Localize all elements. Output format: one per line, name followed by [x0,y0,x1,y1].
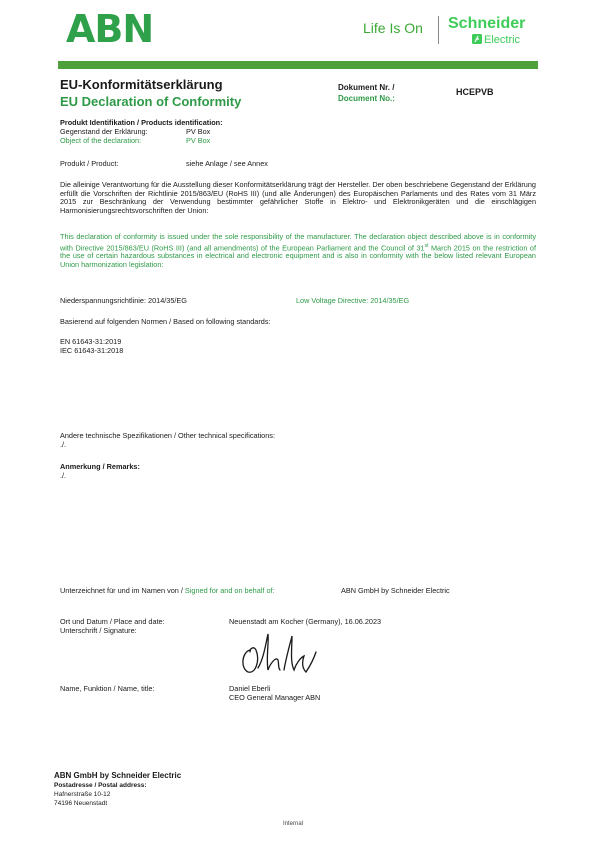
subject-value-de: PV Box [186,127,211,136]
place-date-label: Ort und Datum / Place and date: [60,617,165,626]
document-number: HCEPVB [456,87,494,97]
footer-street: Hafnerstraße 10-12 [54,791,111,798]
name-function-label: Name, Funktion / Name, title: [60,684,155,693]
place-date-value: Neuenstadt am Kocher (Germany), 16.06.2023 [229,617,382,626]
subject-label-de: Gegenstand der Erklärung: [60,127,148,136]
schneider-electric-mark-icon [472,34,482,44]
remarks-heading: Anmerkung / Remarks: [60,462,140,471]
other-specs-value: ./. [60,440,67,449]
subject-label-en: Object of the declaration: [60,136,142,145]
document-label-en: Document No.: [338,94,395,103]
responsibility-text-de: Die alleinige Verantwortung für die Ausstellung dieser Konformitätserklärung trägt der Hersteller. Der oben beschriebene Gegenstand der Erklärung erfüllt die Vorschriften der Richtlinie 2015/863/EU (RoHS III) (und alle Änderungen) des Europäischen Parlaments und des Rates vom 31 März 2015 zur Beschränkung der Verwendung bestimmter gefährlicher Stoffe in Elektro- und Elektronikgeräten und die einschlägigen Harmonisierungsrechtsvorschriften der Union: [60,180,536,215]
footer-city: 74196 Neuenstadt [54,800,108,807]
document-label-de: Dokument Nr. / [338,83,395,92]
responsibility-text-en [60,233,536,269]
signature-label: Unterschrift / Signature: [60,626,137,635]
handwritten-signature [236,628,326,678]
tagline-text: Life Is On [363,20,423,36]
other-specs-heading: Andere technische Spezifikationen / Other technical specifications: [60,431,275,440]
title-de: EU-Konformitätserklärung [60,77,223,92]
standard-item-1: EN 61643-31:2019 [60,337,122,346]
signed-value: ABN GmbH by Schneider Electric [341,586,450,595]
footer-company: ABN GmbH by Schneider Electric [54,771,182,780]
title-en: EU Declaration of Conformity [60,94,242,109]
classification-label: Internal [283,821,304,827]
signed-label-de: Unterzeichnet für und im Namen von / [60,586,183,595]
electric-text: Electric [484,34,521,46]
product-value: siehe Anlage / see Annex [186,159,268,168]
signed-label-en: Signed for and on behalf of: [184,586,275,595]
remarks-value: ./. [60,471,67,480]
electric-logo-word [472,33,520,46]
schneider-logo-word: Schneider [448,15,526,32]
signed-label [60,587,275,596]
subject-value-en: PV Box [186,136,211,145]
product-identification-heading: Produkt Identifikation / Products identification: [60,118,223,127]
responsibility-en-part1: This declaration of conformity is issued under the sole responsibility of the manufacturer. The declaration object described above is in conformity with Directive 2015/863/EU (RoHS III) (and all amendments) of the European Parliament and the Council of 31 [60,232,536,252]
abn-logo: ABN [66,7,154,51]
header-green-bar [58,61,538,69]
signer-title: CEO General Manager ABN [229,693,321,702]
brand-divider [438,16,439,44]
standard-item-2: IEC 61643-31:2018 [60,346,124,355]
directive-en: Low Voltage Directive: 2014/35/EG [296,296,410,305]
directive-de: Niederspannungsrichtlinie: 2014/35/EG [60,296,187,305]
signer-name: Daniel Eberli [229,684,271,693]
life-is-on-tagline [363,20,423,36]
responsibility-en-part2: March 2015 on the restriction of the use of certain hazardous substances in electrical and electronic equipment and is also in conformity with the below listed relevant European Union harmonization legislation: [60,242,536,269]
standards-heading: Basierend auf folgenden Normen / Based on following standards: [60,317,271,326]
responsibility-en-sup: st [424,242,429,249]
product-label: Produkt / Product: [60,159,119,168]
footer-postal-label: Postadresse / Postal address: [54,782,147,789]
